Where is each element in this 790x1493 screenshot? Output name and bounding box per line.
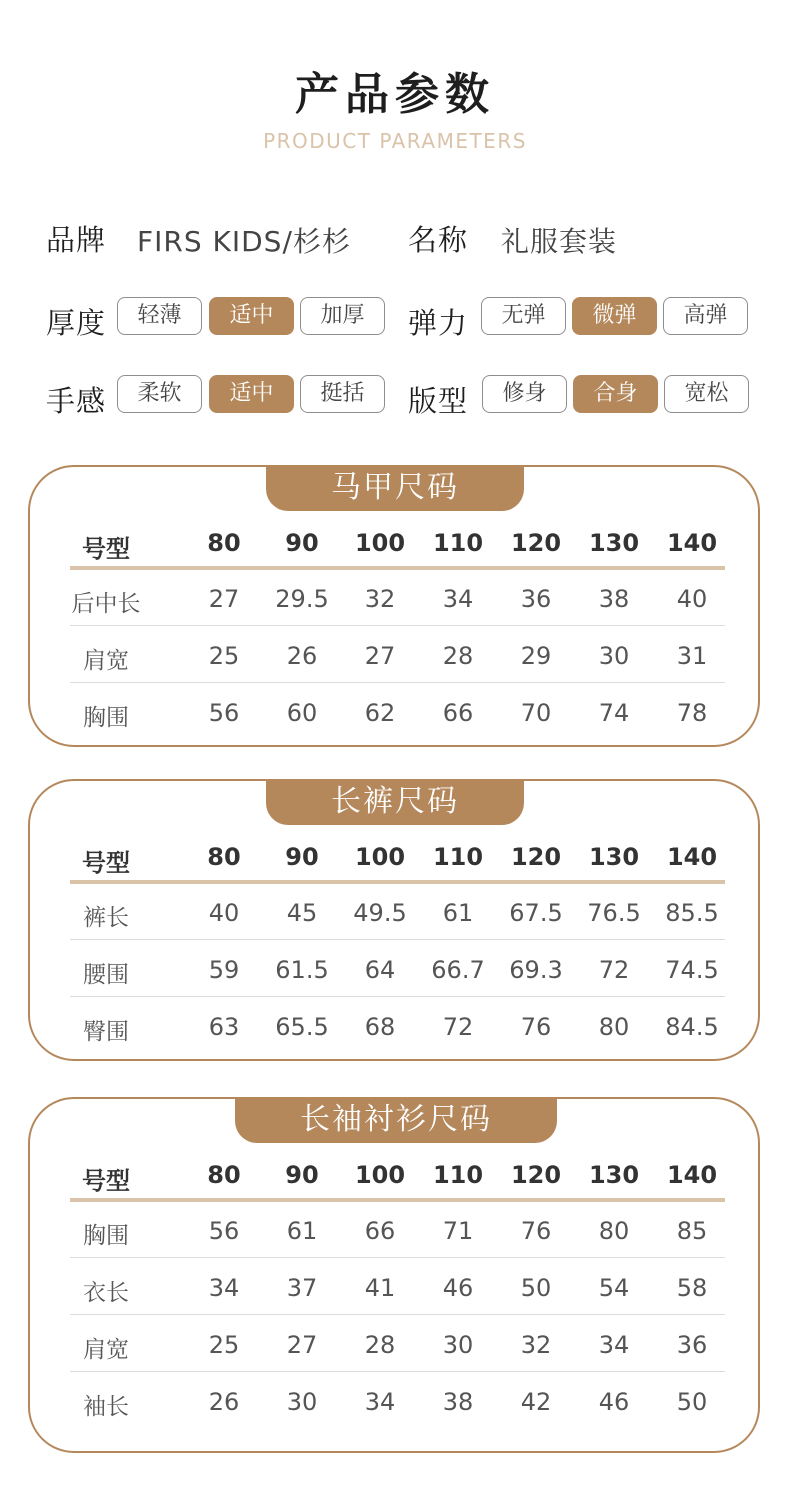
table-cell: 34	[208, 1274, 240, 1302]
size-header-cell: 80	[207, 843, 241, 871]
table-cell: 85.5	[665, 899, 719, 927]
size-header-cell: 100	[354, 1161, 406, 1189]
table-cell: 36	[676, 1331, 708, 1359]
table-cell: 46	[442, 1274, 474, 1302]
size-header-cell: 120	[510, 529, 562, 557]
size-header-label: 号型	[82, 1167, 130, 1195]
table-cell: 38	[442, 1388, 474, 1416]
table-cell: 61	[286, 1217, 318, 1245]
thickness-option[interactable]: 轻薄	[117, 297, 202, 335]
table-cell: 29.5	[275, 585, 329, 613]
table-cell: 27	[208, 585, 240, 613]
size-header-cell: 130	[588, 843, 640, 871]
table-cell: 61.5	[275, 956, 329, 984]
table-cell: 40	[676, 585, 708, 613]
size-header-cell: 140	[666, 843, 718, 871]
table-cell: 66.7	[431, 956, 485, 984]
table-cell: 34	[598, 1331, 630, 1359]
size-header-cell: 90	[285, 843, 319, 871]
table-cell: 26	[208, 1388, 240, 1416]
table-cell: 27	[364, 642, 396, 670]
feel-option[interactable]: 柔软	[117, 375, 202, 413]
table-cell: 26	[286, 642, 318, 670]
row-label: 后中长	[71, 591, 141, 617]
header-divider	[70, 1198, 725, 1202]
size-header-cell: 100	[354, 529, 406, 557]
table-cell: 25	[208, 1331, 240, 1359]
table-cell: 59	[208, 956, 240, 984]
table-cell: 74.5	[665, 956, 719, 984]
table-cell: 42	[520, 1388, 552, 1416]
size-header-cell: 80	[207, 1161, 241, 1189]
table-cell: 70	[520, 699, 552, 727]
table-cell: 38	[598, 585, 630, 613]
table-cell: 28	[442, 642, 474, 670]
size-header-cell: 140	[666, 1161, 718, 1189]
thickness-option[interactable]: 适中	[209, 297, 294, 335]
fit-option[interactable]: 修身	[482, 375, 567, 413]
elasticity-label: 弹力	[408, 306, 469, 340]
row-divider	[70, 682, 725, 683]
size-header-cell: 90	[285, 1161, 319, 1189]
size-header-cell: 110	[432, 529, 484, 557]
pants-size-title: 长裤尺码	[266, 779, 524, 825]
table-cell: 76	[520, 1013, 552, 1041]
table-cell: 46	[598, 1388, 630, 1416]
param-row-feel-fit	[0, 375, 790, 419]
row-label: 肩宽	[83, 648, 129, 674]
size-header-label: 号型	[82, 849, 130, 877]
param-row-thickness-elasticity	[0, 297, 790, 341]
size-header-cell: 90	[285, 529, 319, 557]
brand-value: FIRS KIDS/杉杉	[137, 225, 351, 258]
table-cell: 69.3	[509, 956, 563, 984]
fit-label: 版型	[408, 384, 469, 418]
vest-size-card	[28, 465, 760, 747]
name-label: 名称	[408, 223, 469, 257]
table-cell: 68	[364, 1013, 396, 1041]
table-cell: 31	[676, 642, 708, 670]
size-header-cell: 80	[207, 529, 241, 557]
row-label: 衣长	[83, 1280, 129, 1306]
row-label: 袖长	[83, 1394, 129, 1420]
size-header-cell: 100	[354, 843, 406, 871]
table-cell: 27	[286, 1331, 318, 1359]
table-cell: 80	[598, 1013, 630, 1041]
shirt-size-title: 长袖衬衫尺码	[235, 1097, 557, 1143]
table-cell: 54	[598, 1274, 630, 1302]
table-cell: 50	[520, 1274, 552, 1302]
table-cell: 63	[208, 1013, 240, 1041]
table-cell: 61	[442, 899, 474, 927]
page-title: 产品参数	[295, 69, 495, 120]
table-cell: 32	[364, 585, 396, 613]
row-divider	[70, 1257, 725, 1258]
table-cell: 85	[676, 1217, 708, 1245]
row-divider	[70, 996, 725, 997]
elasticity-option[interactable]: 无弹	[481, 297, 566, 335]
row-label: 肩宽	[83, 1337, 129, 1363]
table-cell: 34	[442, 585, 474, 613]
size-header-cell: 140	[666, 529, 718, 557]
table-cell: 72	[442, 1013, 474, 1041]
fit-option[interactable]: 宽松	[664, 375, 749, 413]
fit-option[interactable]: 合身	[573, 375, 658, 413]
size-header-cell: 130	[588, 529, 640, 557]
row-divider	[70, 1371, 725, 1372]
row-label: 胸围	[83, 1223, 129, 1249]
table-cell: 64	[364, 956, 396, 984]
table-cell: 80	[598, 1217, 630, 1245]
table-cell: 30	[286, 1388, 318, 1416]
thickness-label: 厚度	[46, 306, 107, 340]
table-cell: 65.5	[275, 1013, 329, 1041]
table-cell: 84.5	[665, 1013, 719, 1041]
shirt-size-card	[28, 1097, 760, 1453]
table-cell: 37	[286, 1274, 318, 1302]
row-divider	[70, 625, 725, 626]
size-header-label: 号型	[82, 535, 130, 563]
feel-label: 手感	[46, 384, 107, 418]
size-header-cell: 110	[432, 1161, 484, 1189]
row-divider	[70, 939, 725, 940]
table-cell: 74	[598, 699, 630, 727]
pants-size-card	[28, 779, 760, 1061]
table-cell: 56	[208, 699, 240, 727]
row-divider	[70, 1314, 725, 1315]
table-cell: 60	[286, 699, 318, 727]
elasticity-option[interactable]: 微弹	[572, 297, 657, 335]
table-cell: 62	[364, 699, 396, 727]
table-cell: 45	[286, 899, 318, 927]
table-cell: 56	[208, 1217, 240, 1245]
row-label: 臀围	[83, 1019, 129, 1045]
table-cell: 72	[598, 956, 630, 984]
table-cell: 49.5	[353, 899, 407, 927]
table-cell: 28	[364, 1331, 396, 1359]
feel-option[interactable]: 适中	[209, 375, 294, 413]
table-cell: 58	[676, 1274, 708, 1302]
size-header-cell: 110	[432, 843, 484, 871]
table-cell: 30	[598, 642, 630, 670]
page-subtitle: PRODUCT PARAMETERS	[263, 129, 527, 153]
table-cell: 50	[676, 1388, 708, 1416]
table-cell: 34	[364, 1388, 396, 1416]
brand-label: 品牌	[46, 223, 107, 257]
table-cell: 66	[442, 699, 474, 727]
size-header-cell: 120	[510, 843, 562, 871]
header-divider	[70, 566, 725, 570]
table-cell: 76.5	[587, 899, 641, 927]
row-label: 裤长	[83, 905, 129, 931]
table-cell: 29	[520, 642, 552, 670]
elasticity-option[interactable]: 高弹	[663, 297, 748, 335]
table-cell: 71	[442, 1217, 474, 1245]
param-row-brand-name	[0, 214, 790, 258]
feel-option[interactable]: 挺括	[300, 375, 385, 413]
table-cell: 66	[364, 1217, 396, 1245]
size-header-cell: 130	[588, 1161, 640, 1189]
table-cell: 40	[208, 899, 240, 927]
table-cell: 25	[208, 642, 240, 670]
size-header-cell: 120	[510, 1161, 562, 1189]
row-label: 腰围	[83, 962, 129, 988]
table-cell: 32	[520, 1331, 552, 1359]
table-cell: 41	[364, 1274, 396, 1302]
table-cell: 67.5	[509, 899, 563, 927]
name-value: 礼服套装	[501, 225, 618, 258]
header-divider	[70, 880, 725, 884]
vest-size-title: 马甲尺码	[266, 465, 524, 511]
table-cell: 76	[520, 1217, 552, 1245]
table-cell: 78	[676, 699, 708, 727]
thickness-option[interactable]: 加厚	[300, 297, 385, 335]
table-cell: 30	[442, 1331, 474, 1359]
row-label: 胸围	[83, 705, 129, 731]
table-cell: 36	[520, 585, 552, 613]
